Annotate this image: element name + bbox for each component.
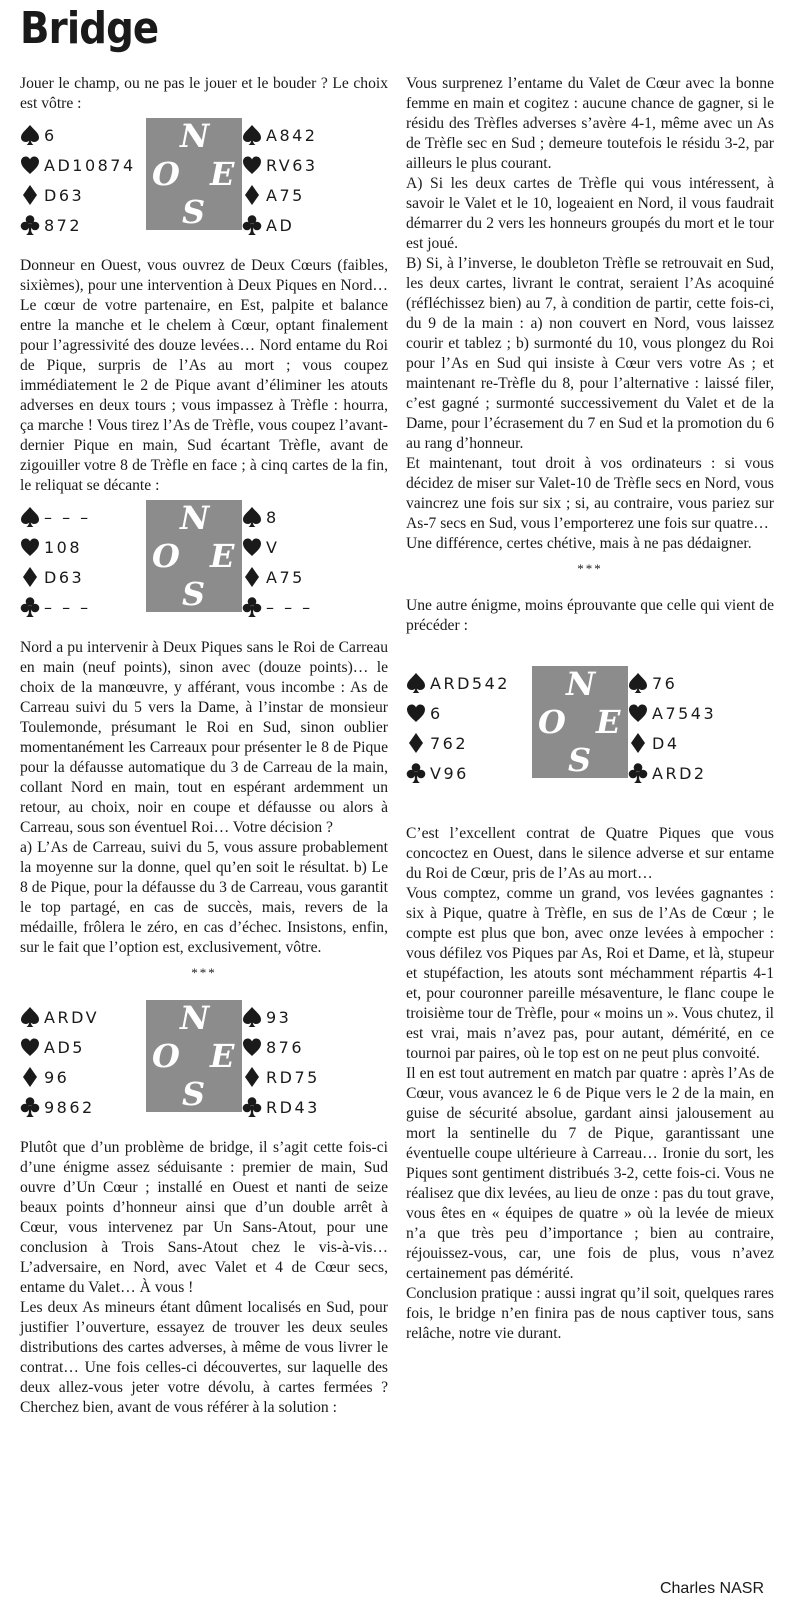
suit-holding-diamonds [242, 1062, 370, 1092]
cards-diamonds: 96 [44, 1067, 70, 1087]
cards-spades: ARD542 [430, 673, 510, 693]
cards-diamonds: D63 [44, 567, 85, 587]
suit-holding-spades [628, 668, 756, 698]
diamond-icon [20, 184, 40, 206]
paragraph: C’est l’excellent contrat de Quatre Piques que vous concoctez en Ouest, dans le silence adverse et sur entame du Roi de Cœur, pris de l’As au mort… [406, 825, 774, 882]
compass-west: O [152, 155, 180, 193]
paragraph: Nord a pu intervenir à Deux Piques sans le Roi de Carreau en main (neuf points), sinon avec (douze points)… le choix de la manœuvre, y afférant, vous incombe : As de Carreau suivi du 5 vers la Dame, à l’instar de monsieur Toulemonde, présumant le Roi en Sud, sinon oublier momentanément les Carreaux pour présenter le 8 de Pique pour la défausse automatique du 3 de Carreau de la main, collant Nord en main, tout en espérant ardemment un retour, au choix, noir en coupe et défausse ou alors à Carreau, sous son éventuel Roi… Votre décision ? [20, 639, 388, 836]
cards-clubs: 9862 [44, 1097, 95, 1117]
compass-box [532, 666, 628, 778]
west-hand [20, 120, 148, 240]
suit-holding-spades [242, 120, 370, 150]
heart-icon [20, 1036, 40, 1058]
suit-holding-diamonds [20, 1062, 148, 1092]
west-hand [20, 502, 148, 622]
suit-holding-clubs [20, 210, 148, 240]
diamond-icon [242, 1066, 262, 1088]
spade-icon [20, 506, 40, 528]
heart-icon [242, 536, 262, 558]
cards-hearts: A7543 [652, 703, 717, 723]
paragraph: Et maintenant, tout droit à vos ordinateurs : si vous décidez de miser sur Valet-10 de Trèfle secs en Nord, vous vaincrez une fois sur six ; si, au contraire, vous pariez sur As-7 secs en Sud, vous l’emporterez une fois sur quatre… [406, 455, 774, 532]
section-separator: *** [577, 561, 603, 576]
compass-south: S [182, 575, 206, 613]
spade-icon [20, 124, 40, 146]
deal-diagram [20, 1000, 388, 1132]
diamond-icon [242, 566, 262, 588]
spade-icon [20, 1006, 40, 1028]
club-icon [20, 596, 40, 618]
cards-diamonds: 762 [430, 733, 469, 753]
compass-box [146, 118, 242, 230]
cards-hearts: AD5 [44, 1037, 85, 1057]
right-column [406, 74, 774, 1344]
cards-hearts: AD10874 [44, 155, 136, 175]
compass-north: N [180, 117, 210, 155]
paragraph: Une différence, certes chétive, mais à ne pas dédaigner. [406, 535, 752, 552]
suit-holding-clubs [242, 210, 370, 240]
paragraph: B) Si, à l’inverse, le doubleton Trèfle se retrouvait en Sud, les deux cartes, livrant le contrat, seraient l’As acoquiné (réfléchissez bien) au 7, à condition de partir, cette fois-ci, du 9 de la main : a) non couvert en Nord, vous laissez courir et tablez ; b) surmonté du 10, vous plongez du Roi pour l’As en Sud qui insiste à Cœur vers votre As ; et maintenant re-Trèfle du 8, pour l’alternative : laissé filer, c’est gagné ; surmonté successivement du Valet et de la Dame, pour l’écrasement du 7 en Sud et la promotion du 6 au rang d’honneur. [406, 255, 774, 452]
cards-diamonds: D4 [652, 733, 680, 753]
compass-east: E [210, 537, 235, 575]
diamond-icon [406, 732, 426, 754]
cards-diamonds: A75 [266, 567, 305, 587]
cards-clubs: V96 [430, 763, 469, 783]
paragraph: Vous comptez, comme un grand, vos levées gagnantes : six à Pique, quatre à Trèfle, en sus de l’As de Cœur ; le compte est plus que bon, avec onze levées à empocher : vous défilez vos Piques par As, Roi et Dame, et là, stupeur et stupéfaction, les atouts sont méchamment répartis 4-1 et, pour couronner pareille mésaventure, le flanc coupe le troisième tour de Trèfle, pour « moins un ». Vous chutez, il est vrai, mais n’avez pas, pour autant, démérité, en ce tournoi par paires, où le top est on ne peut plus convoité. [406, 885, 774, 1062]
compass-east: E [596, 703, 621, 741]
suit-holding-clubs [20, 1092, 148, 1122]
compass-north: N [180, 999, 210, 1037]
author-signature: Charles NASR [659, 1580, 764, 1597]
spade-icon [628, 672, 648, 694]
suit-holding-spades [20, 1002, 148, 1032]
cards-hearts: 876 [266, 1037, 305, 1057]
suit-holding-hearts [242, 1032, 370, 1062]
page-title: Bridge [20, 3, 159, 54]
cards-diamonds: A75 [266, 185, 305, 205]
cards-spades: 93 [266, 1007, 292, 1027]
suit-holding-diamonds [20, 180, 148, 210]
compass-west: O [152, 1037, 180, 1075]
cards-diamonds: RD75 [266, 1067, 320, 1087]
heart-icon [20, 154, 40, 176]
compass-east: E [210, 155, 235, 193]
spade-icon [242, 506, 262, 528]
cards-clubs: AD [266, 215, 295, 235]
east-hand [242, 120, 370, 240]
cards-hearts: V [266, 537, 280, 557]
compass-east: E [210, 1037, 235, 1075]
suit-holding-spades [242, 502, 370, 532]
section-separator: *** [191, 965, 217, 980]
cards-clubs: – – – [44, 597, 91, 617]
paragraph: Jouer le champ, ou ne pas le jouer et le bouder ? Le choix est vôtre : [20, 75, 388, 112]
cards-clubs: – – – [266, 597, 313, 617]
suit-holding-hearts [242, 150, 370, 180]
heart-icon [628, 702, 648, 724]
compass-west: O [538, 703, 566, 741]
paragraph: Vous surprenez l’entame du Valet de Cœur avec la bonne femme en main et cogitez : aucune chance de gagner, si le résidu des Trèfles adverses s’avère 4-1, même avec un As de Trèfle sec en Sud ; demeure toutefois le résidu 3-2, par ailleurs le plus courant. [406, 75, 774, 172]
compass-west: O [152, 537, 180, 575]
spade-icon [242, 124, 262, 146]
suit-holding-hearts [406, 698, 534, 728]
heart-icon [406, 702, 426, 724]
compass-south: S [182, 193, 206, 231]
suit-holding-hearts [20, 532, 148, 562]
cards-spades: ARDV [44, 1007, 100, 1027]
club-icon [242, 1096, 262, 1118]
cards-spades: – – – [44, 507, 91, 527]
diamond-icon [20, 566, 40, 588]
suit-holding-hearts [20, 150, 148, 180]
cards-spades: 6 [44, 125, 57, 145]
paragraph: a) L’As de Carreau, suivi du 5, vous assure probablement la moyenne sur la donne, quel qu’en soit le résultat. b) Le 8 de Pique, pour la défausse du 3 de Carreau, vous garantit le top partagé, en cas de succès, mais, revers de la médaille, frôlera le zéro, en cas d’échec. Insistons, enfin, sur le fait que l’option est, exclusivement, vôtre. [20, 839, 388, 956]
diamond-icon [242, 184, 262, 206]
heart-icon [242, 1036, 262, 1058]
east-hand [628, 668, 756, 788]
heart-icon [20, 536, 40, 558]
diamond-icon [628, 732, 648, 754]
paragraph: Plutôt que d’un problème de bridge, il s’agit cette fois-ci d’une énigme assez séduisante : premier de main, Sud ouvre d’Un Cœur ; installé en Ouest et nanti de seize beaux points d’honneur ainsi que d’un double arrêt à Cœur, vous intervenez par Un Sans-Atout, pour une conclusion à Trois Sans-Atout chez le vis-à-vis… L’adversaire, en Nord, avec Valet et 4 de Cœur secs, entame du Valet… À vous ! [20, 1139, 388, 1296]
cards-clubs: 872 [44, 215, 83, 235]
spade-icon [242, 1006, 262, 1028]
compass-south: S [182, 1075, 206, 1113]
deal-diagram [20, 118, 388, 250]
suit-holding-clubs [628, 758, 756, 788]
suit-holding-diamonds [242, 562, 370, 592]
compass-north: N [566, 665, 596, 703]
west-hand [406, 668, 534, 788]
suit-holding-clubs [20, 592, 148, 622]
club-icon [242, 596, 262, 618]
compass-north: N [180, 499, 210, 537]
suit-holding-hearts [628, 698, 756, 728]
suit-holding-clubs [242, 1092, 370, 1122]
paragraph: Donneur en Ouest, vous ouvrez de Deux Cœurs (faibles, sixièmes), pour une intervention à Deux Piques en Nord… Le cœur de votre partenaire, en Est, palpite et balance entre la manche et le chelem à Cœur, optant finalement pour l’agressivité des douze levées… Nord entame du Roi de Pique, surpris de l’As au mort ; vous coupez immédiatement le 2 de Pique avant d’éliminer les atouts adverses en deux tours ; vous impassez à Trèfle : hourra, ça marche ! Vous tirez l’As de Trèfle, vous coupez l’avant-dernier Pique en main, Sud écartant Trèfle, avant de zigouiller votre 8 de Trèfle en face ; à cinq cartes de la fin, le reliquat se décante : [20, 257, 388, 494]
cards-hearts: 6 [430, 703, 443, 723]
paragraph: Il en est tout autrement en match par quatre : après l’As de Cœur, vous avancez le 6 de Pique vers le 2 de la main, en guise de sécurité absolue, gardant ainsi jalousement au mort la sentinelle du 7 de Pique, garantissant une éventuelle coupe ultérieure à Carreau… Ironie du sort, les Piques sont gentiment distribués 3-2, cette fois-ci. Vous ne réalisez que dix levées, au lieu de onze : pas du tout grave, vous êtes en « équipes de quatre » où la levée de mieux n’a que très peu d’importance ; bien au contraire, réjouissez-vous, car, une fois de plus, vous n’avez certainement pas démérité. [406, 1065, 774, 1282]
suit-holding-diamonds [628, 728, 756, 758]
suit-holding-spades [20, 502, 148, 532]
suit-holding-diamonds [242, 180, 370, 210]
compass-south: S [568, 741, 592, 779]
suit-holding-clubs [406, 758, 534, 788]
cards-hearts: 108 [44, 537, 83, 557]
club-icon [20, 1096, 40, 1118]
suit-holding-spades [242, 1002, 370, 1032]
cards-clubs: RD43 [266, 1097, 320, 1117]
left-column [20, 74, 388, 1418]
suit-holding-spades [20, 120, 148, 150]
deal-diagram [20, 500, 388, 632]
deal-diagram [406, 666, 774, 798]
east-hand [242, 502, 370, 622]
club-icon [242, 214, 262, 236]
heart-icon [242, 154, 262, 176]
paragraph: Conclusion pratique : aussi ingrat qu’il soit, quelques rares fois, le bridge n’en finira pas de nous captiver tous, sans relâche, notre vie durant. [406, 1285, 774, 1342]
cards-spades: 8 [266, 507, 279, 527]
west-hand [20, 1002, 148, 1122]
cards-diamonds: D63 [44, 185, 85, 205]
paragraph: A) Si les deux cartes de Trèfle qui vous intéressent, à savoir le Valet et le 10, logeaient en Nord, il vous faudrait démarrer du 2 vers les honneurs groupés du mort et le tour est joué. [406, 175, 774, 252]
cards-spades: 76 [652, 673, 678, 693]
compass-box [146, 500, 242, 612]
suit-holding-diamonds [406, 728, 534, 758]
cards-hearts: RV63 [266, 155, 318, 175]
spade-icon [406, 672, 426, 694]
east-hand [242, 1002, 370, 1122]
club-icon [406, 762, 426, 784]
diamond-icon [20, 1066, 40, 1088]
paragraph: Les deux As mineurs étant dûment localisés en Sud, pour justifier l’ouverture, essayez de trouver les deux seules distributions des cartes adverses, à même de vous livrer le contrat… Une fois celles-ci découvertes, sur laquelle des deux allez-vous jeter votre dévolu, à cartes fermées ? Cherchez bien, avant de vous référer à la solution : [20, 1299, 388, 1416]
cards-spades: A842 [266, 125, 318, 145]
suit-holding-hearts [20, 1032, 148, 1062]
suit-holding-clubs [242, 592, 370, 622]
compass-box [146, 1000, 242, 1112]
suit-holding-hearts [242, 532, 370, 562]
cards-clubs: ARD2 [652, 763, 707, 783]
club-icon [20, 214, 40, 236]
suit-holding-spades [406, 668, 534, 698]
club-icon [628, 762, 648, 784]
paragraph: Une autre énigme, moins éprouvante que celle qui vient de précéder : [406, 597, 774, 634]
suit-holding-diamonds [20, 562, 148, 592]
